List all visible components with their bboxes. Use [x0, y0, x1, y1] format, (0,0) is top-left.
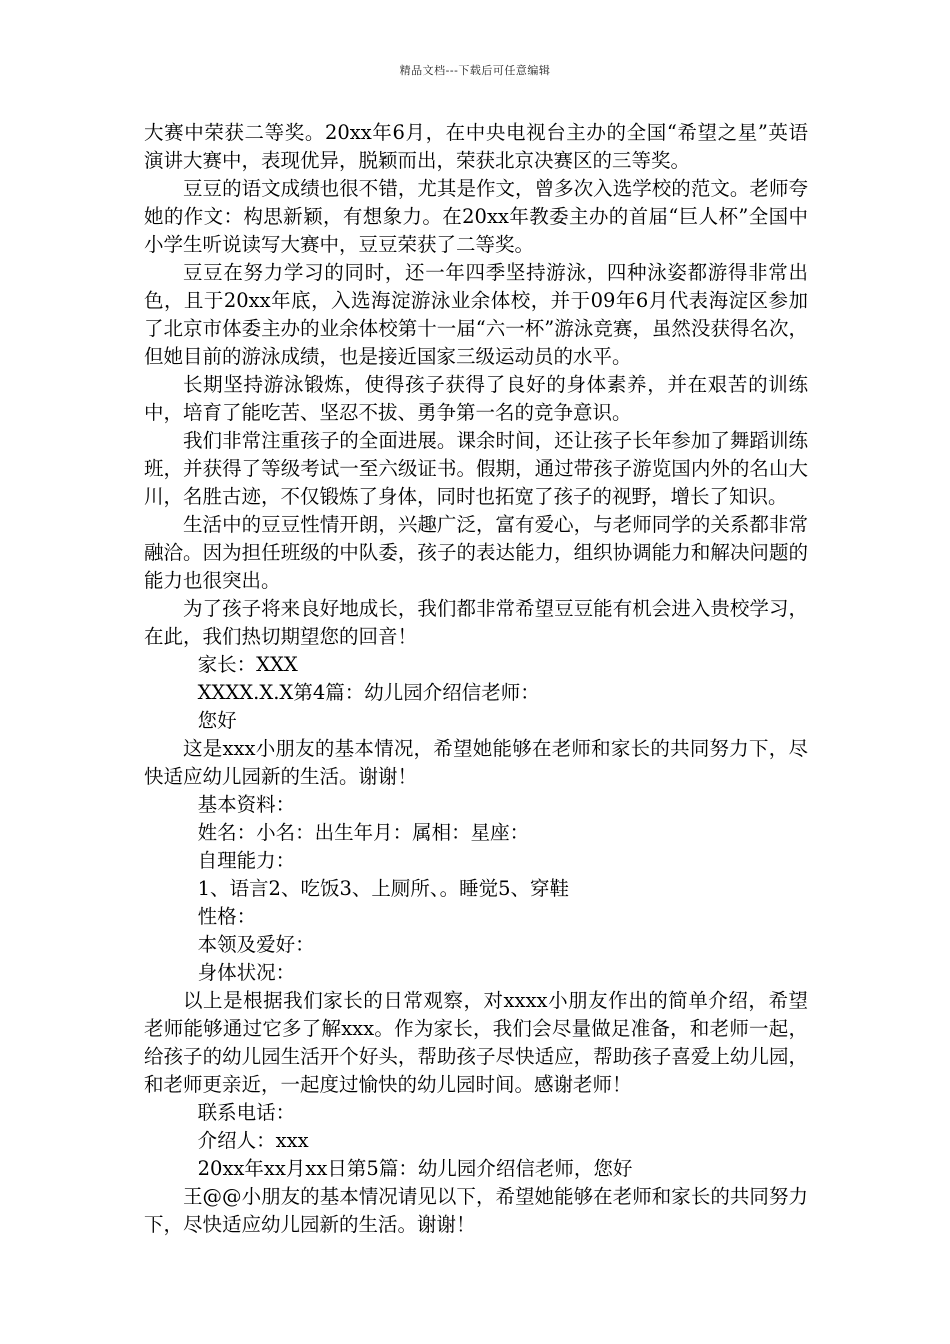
skills-label: 本领及爱好： — [197, 933, 315, 956]
parent-signature: 家长：XXX — [197, 653, 298, 676]
paragraph-chinese-grades: 豆豆的语文成绩也很不错，尤其是作文，曾多次入选学校的范文。老师夸她的作文：构思新颖，有想象力。在20xx年教委主办的首届“巨人杯”全国中小学生听说读写大赛中，豆豆荣获了二等奖。 — [144, 177, 808, 256]
phone-label: 联系电话： — [197, 1101, 296, 1124]
section-5-heading: 20xx年xx月xx日第5篇：幼儿园介绍信老师，您好 — [197, 1157, 633, 1180]
paragraph-continuation: 大赛中荣获二等奖。20xx年6月，在中央电视台主办的全国“希望之星”英语演讲大赛中，表现优异，脱颖而出，荣获北京决赛区的三等奖。 — [144, 121, 808, 172]
paragraph-section-5: 王@@小朋友的基本情况请见以下，希望她能够在老师和家长的共同努力下，尽快适应幼儿园新的生活。谢谢！ — [144, 1185, 808, 1236]
paragraph-hope: 为了孩子将来良好地成长，我们都非常希望豆豆能有机会进入贵校学习，在此，我们热切期望您的回音！ — [144, 597, 808, 648]
section-4-heading: XXXX.X.X第4篇：幼儿园介绍信老师： — [197, 681, 540, 704]
paragraph-swimming: 豆豆在努力学习的同时，还一年四季坚持游泳，四种泳姿都游得非常出色，且于20xx年底，入选海淀游泳业余体校，并于09年6月代表海淀区参加了北京市体委主办的业余体校第十一届“六一杯”游泳竞赛，虽然没获得名次，但她目前的游泳成绩，也是接近国家三级运动员的水平。 — [144, 261, 808, 368]
paragraph-summary: 以上是根据我们家长的日常观察，对xxxx小朋友作出的简单介绍，希望老师能够通过它多了解xxx。作为家长，我们会尽量做足准备，和老师一起，给孩子的幼儿园生活开个好头，帮助孩子尽快适应，帮助孩子喜爱上幼儿园，和老师更亲近，一起度过愉快的幼儿园时间。感谢老师！ — [144, 989, 808, 1096]
introducer-label: 介绍人：xxx — [197, 1129, 309, 1152]
self-care-list: 1、语言2、吃饭3、上厕所、。睡觉5、穿鞋 — [197, 877, 570, 900]
paragraph-personality: 生活中的豆豆性情开朗，兴趣广泛，富有爱心，与老师同学的关系都非常融洽。因为担任班级的中队委，孩子的表达能力，组织协调能力和解决问题的能力也很突出。 — [144, 513, 808, 592]
paragraph-development: 我们非常注重孩子的全面进展。课余时间，还让孩子长年参加了舞蹈训练班，并获得了等级考试一至六级证书。假期，通过带孩子游览国内外的名山大川，名胜古迹，不仅锻炼了身体，同时也拓宽了孩子的视野，增长了知识。 — [144, 429, 808, 508]
name-fields: 姓名：小名：出生年月：属相：星座： — [197, 821, 530, 844]
basic-info-label: 基本资料： — [197, 793, 296, 816]
personality-label: 性格： — [197, 905, 257, 928]
self-care-label: 自理能力： — [197, 849, 296, 872]
paragraph-training: 长期坚持游泳锻炼，使得孩子获得了良好的身体素养，并在艰苦的训练中，培育了能吃苦、坚忍不拔、勇争第一名的竞争意识。 — [144, 373, 808, 424]
greeting: 您好 — [197, 709, 237, 732]
page-header: 精品文档---下载后可任意编辑 — [399, 64, 551, 77]
document-body — [144, 119, 808, 1239]
paragraph-intro: 这是xxx小朋友的基本情况，希望她能够在老师和家长的共同努力下，尽快适应幼儿园新的生活。谢谢！ — [144, 737, 808, 788]
health-label: 身体状况： — [197, 961, 296, 984]
